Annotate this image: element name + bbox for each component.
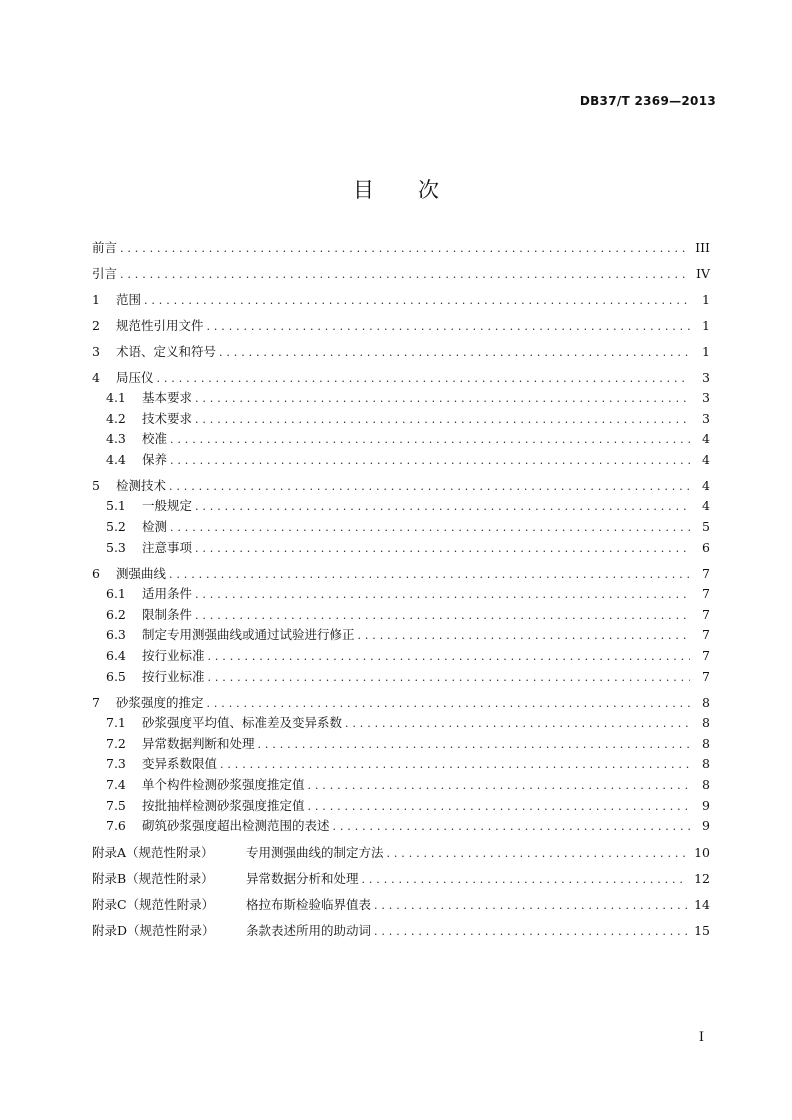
toc-entry-page: IV <box>696 266 710 281</box>
toc-entry-page: 8 <box>702 756 710 772</box>
toc-appendix-entry[interactable] <box>92 895 710 915</box>
appendix-page: 12 <box>694 870 710 886</box>
toc-entry-label: 变异系数限值 <box>142 756 218 772</box>
dot-leader <box>157 369 690 389</box>
appendix-label: 异常数据分析和处理 <box>246 870 359 886</box>
toc-entry-number: 2 <box>92 318 100 333</box>
toc-entry-number: 6.3 <box>106 627 126 643</box>
toc-entry-number: 7.6 <box>106 818 126 834</box>
toc-entry-label: 保养 <box>142 451 168 467</box>
appendix-page: 14 <box>694 896 710 912</box>
toc-entry[interactable] <box>92 754 710 775</box>
toc-entry-label: 按批抽样检测砂浆强度推定值 <box>142 797 305 813</box>
toc-entry-label: 按行业标准 <box>142 647 205 663</box>
toc-entry-number: 5 <box>92 478 100 494</box>
appendix-prefix: 附录C（规范性附录） <box>92 896 215 912</box>
toc-entry-number: 4.1 <box>106 390 126 405</box>
toc-entry-number: 3 <box>92 344 100 359</box>
toc-entry-number: 7.4 <box>106 776 126 792</box>
toc-entry-page: 7 <box>702 668 710 684</box>
toc-entry-page: 4 <box>702 431 710 447</box>
toc-entry-label: 规范性引用文件 <box>116 318 204 333</box>
toc-entry-page: 8 <box>702 695 710 711</box>
toc-entry-label: 一般规定 <box>142 498 193 514</box>
toc-entry-label: 检测 <box>142 518 168 534</box>
toc-entry[interactable] <box>92 667 710 688</box>
dot-leader <box>374 922 688 942</box>
toc-entry-label: 限制条件 <box>142 606 193 622</box>
dot-leader <box>358 626 690 647</box>
dot-leader <box>169 477 690 497</box>
toc-entry[interactable] <box>92 625 710 646</box>
toc-entry-number: 6.1 <box>106 586 126 602</box>
toc-entry-page: 7 <box>702 586 710 602</box>
toc-entry-number: 6.4 <box>106 647 126 663</box>
toc-entry-page: 5 <box>702 518 710 534</box>
appendix-label: 格拉布斯检验临界值表 <box>246 896 372 912</box>
toc-entry[interactable] <box>92 238 710 258</box>
toc-entry-page: 7 <box>702 647 710 663</box>
dot-leader <box>170 451 690 472</box>
toc-entry[interactable] <box>92 290 710 310</box>
toc-entry-number: 7.3 <box>106 756 126 772</box>
toc-entry-label: 前言 <box>92 240 118 255</box>
toc-entry[interactable] <box>92 605 710 626</box>
toc-entry-number: 4.3 <box>106 431 126 447</box>
appendix-label: 条款表述所用的助动词 <box>246 922 372 938</box>
toc-entry-number: 6 <box>92 566 100 582</box>
toc-entry[interactable] <box>92 450 710 471</box>
toc-entry-number: 5.2 <box>106 518 126 534</box>
toc-entry-label: 砌筑砂浆强度超出检测范围的表述 <box>142 818 330 834</box>
dot-leader <box>170 430 690 451</box>
toc-entry-number: 5.1 <box>106 498 126 514</box>
toc-entry-label: 按行业标准 <box>142 668 205 684</box>
dot-leader <box>219 343 690 363</box>
dot-leader <box>308 797 690 818</box>
toc-appendix-entry[interactable] <box>92 921 710 941</box>
appendix-prefix: 附录D（规范性附录） <box>92 922 215 938</box>
toc-entry-page: 9 <box>702 797 710 813</box>
toc-entry-number: 5.3 <box>106 539 126 555</box>
dot-leader <box>120 265 690 285</box>
toc-entry-label: 单个构件检测砂浆强度推定值 <box>142 776 305 792</box>
dot-leader <box>333 817 690 838</box>
toc-entry-page: 6 <box>702 539 710 555</box>
toc-entry-number: 7.5 <box>106 797 126 813</box>
toc-entry-number: 7.2 <box>106 735 126 751</box>
toc-entry-page: 4 <box>702 451 710 467</box>
toc-entry-page: 4 <box>702 478 710 494</box>
toc-entry-number: 7.1 <box>106 715 126 731</box>
toc-entry[interactable] <box>92 713 710 734</box>
toc-entry-page: 3 <box>702 370 710 385</box>
toc-entry-page: III <box>695 240 710 255</box>
toc-entry[interactable] <box>92 693 710 713</box>
appendix-prefix: 附录B（规范性附录） <box>92 870 214 886</box>
toc-entry-label: 测强曲线 <box>116 566 167 582</box>
toc-entry-label: 校准 <box>142 431 168 447</box>
toc-entry-number: 4 <box>92 370 100 385</box>
toc-entry-page: 4 <box>702 498 710 514</box>
toc-entry[interactable] <box>92 316 710 336</box>
dot-leader <box>207 317 690 337</box>
toc-appendix-entry[interactable] <box>92 869 710 889</box>
page-number: I <box>698 1030 704 1045</box>
toc-entry-page: 9 <box>702 818 710 834</box>
toc-entry-label: 术语、定义和符号 <box>116 344 217 359</box>
appendix-page: 15 <box>694 922 710 938</box>
toc-entry[interactable] <box>92 564 710 584</box>
toc-entry-page: 8 <box>702 735 710 751</box>
toc-entry[interactable] <box>92 368 710 388</box>
dot-leader <box>362 870 689 890</box>
toc-entry-page: 3 <box>702 390 710 405</box>
dot-leader <box>220 755 690 776</box>
toc-entry-page: 1 <box>702 292 710 307</box>
toc-entry-label: 技术要求 <box>142 410 193 426</box>
toc-entry-label: 检测技术 <box>116 478 167 494</box>
dot-leader <box>170 518 690 539</box>
dot-leader <box>374 896 688 916</box>
toc-entry-label: 异常数据判断和处理 <box>142 735 255 751</box>
toc-entry-page: 7 <box>702 627 710 643</box>
dot-leader <box>144 291 690 311</box>
toc-entry[interactable] <box>92 342 710 362</box>
toc-entry-label: 基本要求 <box>142 390 193 405</box>
toc-entry-page: 7 <box>702 566 710 582</box>
dot-leader <box>195 585 690 606</box>
toc-entry-label: 适用条件 <box>142 586 193 602</box>
toc-entry-label: 注意事项 <box>142 539 193 555</box>
toc-entry[interactable] <box>92 796 710 817</box>
dot-leader <box>345 714 690 735</box>
toc-entry-page: 8 <box>702 715 710 731</box>
toc-entry-page: 7 <box>702 606 710 622</box>
toc-entry[interactable] <box>92 429 710 450</box>
dot-leader <box>169 565 690 585</box>
dot-leader <box>258 735 690 756</box>
toc-entry[interactable] <box>92 816 710 837</box>
toc-entry[interactable] <box>92 646 710 667</box>
toc-entry-page: 8 <box>702 776 710 792</box>
toc-entry-number: 4.2 <box>106 410 126 426</box>
dot-leader <box>120 239 689 259</box>
toc-entry-number: 6.2 <box>106 606 126 622</box>
dot-leader <box>387 844 689 864</box>
toc-entry-label: 砂浆强度的推定 <box>116 695 204 711</box>
dot-leader <box>207 694 690 714</box>
toc-entry[interactable] <box>92 734 710 755</box>
dot-leader <box>208 668 690 689</box>
dot-leader <box>195 539 690 560</box>
toc-entry-page: 1 <box>702 318 710 333</box>
appendix-prefix: 附录A（规范性附录） <box>92 844 214 860</box>
toc-entry[interactable] <box>92 517 710 538</box>
dot-leader <box>208 647 690 668</box>
appendix-page: 10 <box>694 844 710 860</box>
toc-entry[interactable] <box>92 538 710 559</box>
toc-entry-number: 1 <box>92 292 100 307</box>
table-of-contents <box>92 238 710 941</box>
dot-leader <box>308 776 690 797</box>
toc-entry[interactable] <box>92 496 710 517</box>
toc-entry-label: 引言 <box>92 266 118 281</box>
toc-entry-page: 1 <box>702 344 710 359</box>
toc-entry-label: 砂浆强度平均值、标准差及变异系数 <box>142 715 343 731</box>
page-title: 目次 <box>353 178 483 202</box>
toc-entry[interactable] <box>92 584 710 605</box>
toc-entry[interactable] <box>92 476 710 496</box>
toc-entry[interactable] <box>92 264 710 284</box>
appendix-label: 专用测强曲线的制定方法 <box>246 844 384 860</box>
toc-entry[interactable] <box>92 409 710 430</box>
toc-entry-number: 4.4 <box>106 451 126 467</box>
dot-leader <box>195 606 690 627</box>
toc-entry-label: 制定专用测强曲线或通过试验进行修正 <box>142 627 355 643</box>
standard-code: DB37/T 2369—2013 <box>579 94 716 108</box>
toc-entry-page: 3 <box>702 410 710 426</box>
toc-entry-label: 范围 <box>116 292 142 307</box>
dot-leader <box>195 389 690 410</box>
toc-appendix-entry[interactable] <box>92 843 710 863</box>
dot-leader <box>195 497 690 518</box>
toc-entry-number: 7 <box>92 695 100 711</box>
toc-entry-number: 6.5 <box>106 668 126 684</box>
toc-entry[interactable] <box>92 775 710 796</box>
dot-leader <box>195 410 690 431</box>
toc-entry-label: 局压仪 <box>116 370 154 385</box>
toc-entry[interactable] <box>92 388 710 409</box>
